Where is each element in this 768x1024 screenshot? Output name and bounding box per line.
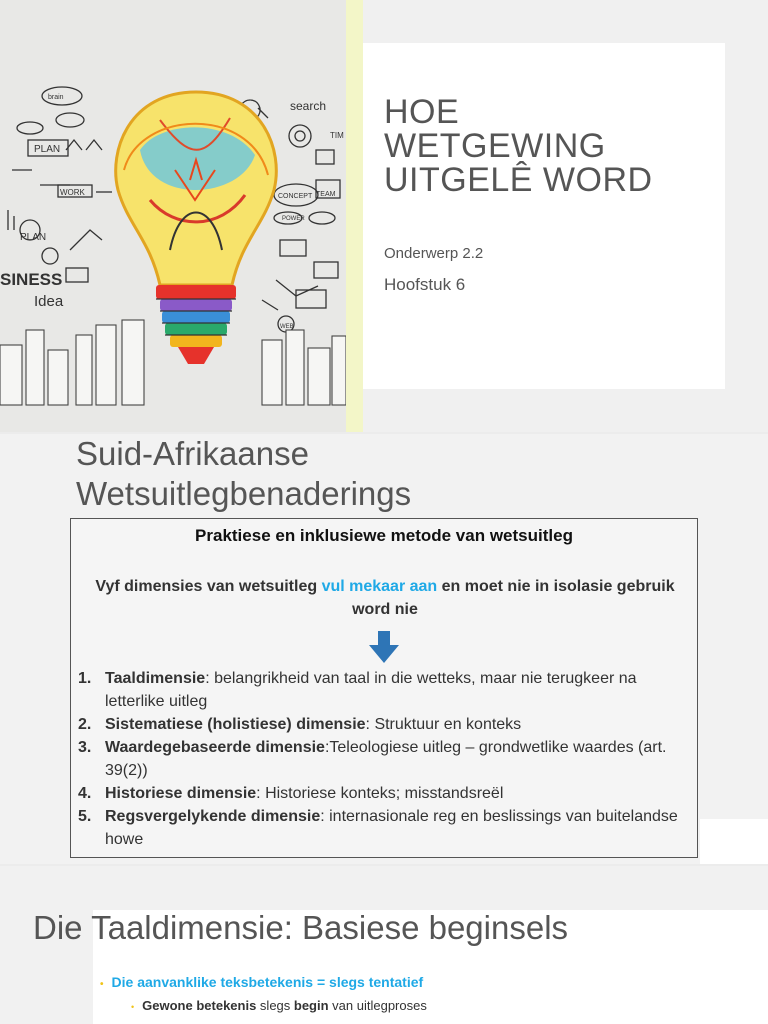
heading-line-1: Suid-Afrikaanse <box>76 435 309 472</box>
language-dimension-slide <box>0 866 768 1024</box>
title-line-2: WETGEWING <box>384 127 606 165</box>
slide-heading <box>76 434 411 514</box>
art-word-time: TIM <box>330 131 344 140</box>
title-slide <box>0 0 768 432</box>
art-word-idea: Idea <box>34 293 64 310</box>
down-arrow-icon <box>369 631 399 663</box>
accent-band <box>346 0 363 432</box>
lightbulb-illustration <box>0 0 346 432</box>
title-line-1: HOE <box>384 93 460 131</box>
list-item: 5. Regsvergelykende dimensie: internasionale reg en beslissings van buitelandse howe <box>78 808 678 848</box>
intro-highlight: vul mekaar aan <box>321 578 438 595</box>
bullet-level-2: • Gewone betekenis slegs begin van uitlegproses <box>131 998 427 1013</box>
bullet-level-1: • Die aanvanklike teksbetekenis = slegs tentatief <box>100 974 424 990</box>
approaches-slide <box>0 434 768 864</box>
list-item: 2. Sistematiese (holistiese) dimensie: Struktuur en konteks <box>78 716 522 733</box>
slide-title <box>384 95 653 197</box>
art-word-search: search <box>290 99 327 113</box>
art-word-brain: brain <box>48 94 64 101</box>
slide-heading: Die Taaldimensie: Basiese beginsels <box>33 909 569 946</box>
art-word-plan2: PLAN <box>20 232 47 243</box>
intro-text-post: en moet nie in isolasie gebruik word nie <box>352 578 675 618</box>
list-item: 4. Historiese dimensie: Historiese konteks; misstandsreël <box>78 785 504 802</box>
box-intro <box>91 575 679 621</box>
content-box <box>70 518 698 858</box>
dimension-list <box>78 667 690 851</box>
art-word-web: WEB <box>280 324 294 330</box>
heading-line-2: Wetsuitlegbenaderings <box>76 475 412 512</box>
list-item: 1. Taaldimensie: belangrikheid van taal in die wetteks, maar nie terugkeer na letterlike uitleg <box>78 670 637 710</box>
list-item: 3. Waardegebaseerde dimensie:Teleologiese uitleg – grondwetlike waardes (art. 39(2)) <box>78 739 667 779</box>
intro-text-pre: Vyf dimensies van wetsuitleg <box>95 578 322 595</box>
bullet-dot-icon: • <box>100 979 104 990</box>
title-line-3: UITGELÊ WORD <box>384 161 653 199</box>
art-word-team: TEAM <box>316 191 336 198</box>
art-word-plan: PLAN <box>34 144 61 155</box>
art-word-concept: CONCEPT <box>278 193 313 200</box>
art-word-power: POWER <box>282 216 305 222</box>
box-title: Praktiese en inklusiewe metode van wetsuitleg <box>195 526 573 545</box>
slide-chapter: Hoofstuk 6 <box>384 275 466 294</box>
art-word-work: WORK <box>60 188 85 197</box>
slide-corner-panel <box>700 819 768 864</box>
art-word-business: SINESS <box>0 270 63 289</box>
slide-subtitle: Onderwerp 2.2 <box>384 245 484 262</box>
bullet-dot-icon: • <box>131 1002 135 1012</box>
